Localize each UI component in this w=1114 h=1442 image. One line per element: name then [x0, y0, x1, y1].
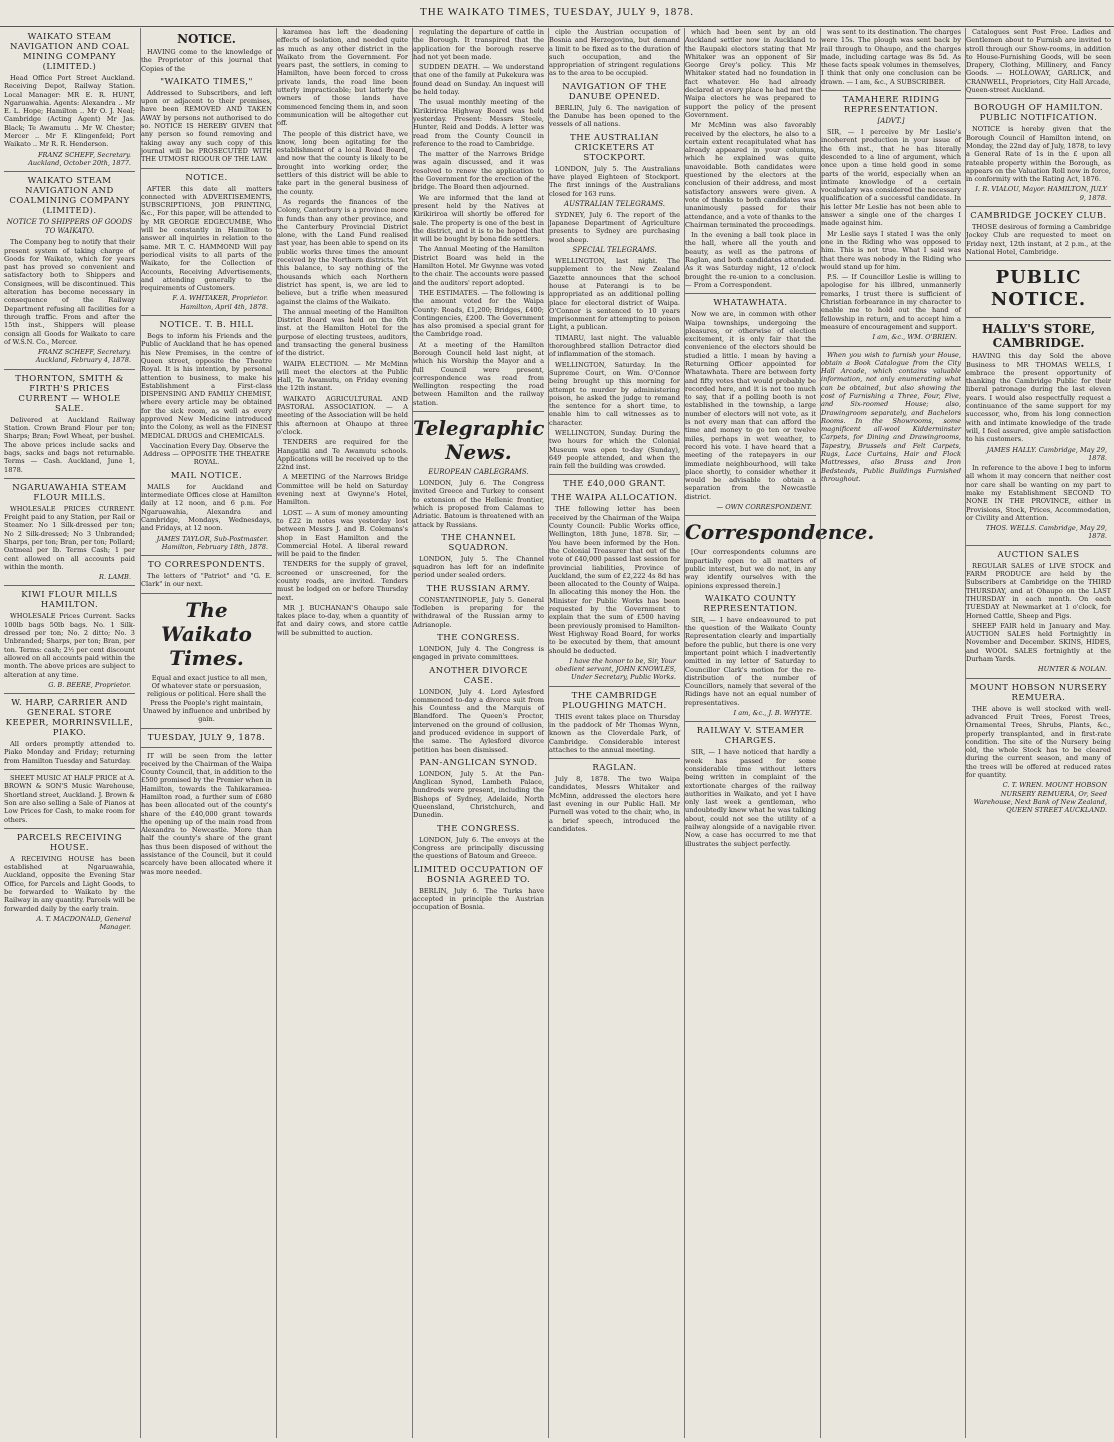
paragraph: THOSE desirous of forming a Cambridge Jockey Club are requested to meet on Friday next, 12th instant, at 2 p.m., at the National Hotel, Cambridge. — [966, 223, 1111, 256]
headline: MOUNT HOBSON NURSERY REMUERA. — [970, 682, 1107, 703]
paragraph: The matter of the Narrows Bridge was again discussed, and it was resolved to renew the application to the Government for the erection of the bridge. The Board then adjourned. — [413, 150, 544, 192]
columns — [4, 28, 1110, 1438]
divider — [141, 728, 272, 729]
divider — [966, 260, 1111, 261]
subheadline: EUROPEAN CABLEGRAMS. — [428, 468, 529, 477]
paragraph: Now we are, in common with other Waipa townships, undergoing the pleasures, or otherwise of election excitement, it is only fair that the convenience of the electors should be studied a little. I mean by having a Returning Officer appointed for Whatawhata. There are between forty and fifty votes that would probably be recorded here, and it is not too much to say, that if a polling booth is not established in the township, a large number of electors will not vote, as it is not every man that can afford the time and money to go ten or twelve miles, perhaps in wet weather, to record his vote. I have heard that a meeting of the ratepayers in our immediate neighbourhood, will take place shortly, to consider whether it would be advisable to obtain a separation from the Newcastle district. — [685, 310, 816, 501]
headline: CAMBRIDGE JOCKEY CLUB. — [970, 211, 1107, 222]
headline: ANOTHER DIVORCE CASE. — [429, 665, 528, 686]
headline: WHATAWHATA. — [713, 298, 788, 309]
paragraph: karamea has left the deadening effects of isolation, and needed quite as much as any other district in the Waikato from the Government. For years past, the settlers, in coming to Hamilton, have been forced to cross private lands, the road line been utterly impracticable; but latterly the owners of those lands have commenced fencing them in, and soon communication will be altogether cut off. — [277, 28, 408, 128]
divider — [549, 474, 680, 475]
paragraph: LOST. — A sum of money amounting to £22 in notes was yesterday lost between Messrs J. and B. Colemans's shop in East Hamilton and the Commercial Hotel. A liberal reward will be paid to the finder. — [277, 508, 408, 559]
divider — [821, 346, 961, 347]
signature: — OWN CORRESPONDENT. — [716, 503, 812, 512]
headline: PAN-ANGLICAN SYNOD. — [419, 757, 538, 768]
divider — [141, 593, 272, 594]
paragraph: ciple the Austrian occupation of Bosnia and Herzegovina, but demand a limit to be fixed as to the duration of such occupation, and the appropriation of stringent regulations as to the area to be occupied. — [549, 28, 680, 78]
signature: A. T. MACDONALD, General Manager. — [36, 914, 131, 932]
signature: FRANZ SCHEFF, Secretary. Auckland, October 20th, 1877. — [28, 150, 131, 167]
paragraph: BERLIN, July 6. The Turks have accepted in principle the Austrian occupation of Bosnia. — [413, 886, 544, 912]
paragraph: SYDNEY, July 6. The report of the Japanese Department of Agriculture presents to Sydney are purchasing wool sheep. — [549, 210, 680, 244]
paragraph: LONDON, July 4. The Congress is engaged in private committees. — [413, 644, 544, 662]
divider — [141, 555, 272, 556]
headline: THE AUSTRALIAN CRICKETERS AT STOCKPORT. — [570, 132, 659, 163]
divider — [4, 693, 135, 694]
section-title: Correspondence. — [685, 520, 875, 545]
headline: BOROUGH OF HAMILTON. PUBLIC NOTIFICATION. — [973, 103, 1104, 124]
signature: C. T. WREN. MOUNT HOBSON NURSERY REMUERA, Or, Seed Warehouse, Next Bank of New Zealand, QUEEN STREET AUCKLAND. — [973, 781, 1107, 815]
newspaper-title: The Waikato Times. — [161, 597, 252, 670]
paragraph: AFTER this date all matters connected with ADVERTISEMENTS, SUBSCRIPTIONS, JOB PRINTING, &c., For this paper, will be attended to by MR GEORGE EDGECUMBE, Who will be constantly in Hamilton to answer all inquiries in relation to the same. MR T. C. HAMMOND Will pay periodical visits to all parts of the Waikato, for the Collection of Accounts, Receiving Advertisements, and attending generally to the requirements of Customers. — [141, 184, 272, 293]
signature: R. LAMB. — [99, 573, 131, 582]
headline: RAGLAN. — [592, 763, 637, 774]
headline: THE CAMBRIDGE PLOUGHING MATCH. — [562, 690, 667, 711]
paragraph: The annual meeting of the Hamilton District Board was held on the 6th inst. at the Hamilton Hotel for the purpose of electing trustees, auditors, and transacting the general business of the district. — [277, 307, 408, 358]
column-1 — [4, 28, 135, 1438]
signature: THOS. WELLS. Cambridge, May 29, 1878. — [985, 524, 1107, 541]
paragraph: MR J. BUCHANAN'S Ohaupo sale takes place to-day, when a quantity of fat and dairy cows, and store cattle will be submitted to auction. — [277, 603, 408, 637]
headline: WAIKATO STEAM NAVIGATION AND COALMINING COMPANY (LIMITED). — [9, 176, 130, 217]
paragraph: TIMARU, last night. The valuable thoroughbred stallion Detractor died of inflammation of the stomach. — [549, 333, 680, 359]
headline: NGARUAWAHIA STEAM FLOUR MILLS. — [12, 482, 127, 503]
signature: FRANZ SCHEFF, Secretary. Auckland, February 4, 1878. — [35, 348, 131, 365]
signature: I. R. VIALOU, Mayor. HAMILTON, JULY 9, 1878. — [975, 185, 1107, 202]
paragraph: LONDON, July 6. The Congress invited Greece and Turkey to consent to extension of the Hellenic frontier, which is proposed from Calamas to Adriatic. Batoum is threatened with an attack by Russians. — [413, 479, 544, 529]
paragraph: WAIKATO AGRICULTURAL AND PASTORAL ASSOCIATION. — A meeting of the Association will be held this afternoon at Ohaupo at three o'clock. — [277, 394, 408, 436]
signature: JAMES TAYLOR, Sub-Postmaster. Hamilton, February 18th, 1878. — [156, 534, 268, 551]
divider — [4, 478, 135, 479]
column-3 — [276, 28, 408, 1438]
paragraph: HAVING come to the knowledge of the Proprietor of this journal that Copies of the — [141, 48, 272, 73]
paragraph: LONDON, July 5. The Channel squadron has left for an indefinite period under sealed orders. — [413, 554, 544, 580]
paragraph: THE ESTIMATES. — The following is the amount voted for the Waipa County: Roads, £1,200; Bridges, £400; Contingencies, £200. The Government has also promised a special grant for the Cambridge road. — [413, 288, 544, 339]
paragraph: Addressed to Subscribers, and left upon or adjacent to their premises, have been REMOVED AND TAKEN AWAY by persons not authorised to do so. NOTICE IS HEREBY GIVEN that any person so found removing and taking away any such copy of this journal will be PROSECUTED WITH THE UTMOST RIGOUR OF THE LAW. — [141, 88, 272, 164]
section-title: Telegraphic News. — [413, 416, 545, 465]
paragraph: The Company beg to notify that their present system of taking charge of Goods for Waikato, which for years past has proved so convenient and satisfactory both to Shippers and Consignees, will be discontinued. This alteration has become necessary in consequence of the Railway Department refusing all facilities for a through traffic. From and after the 15th inst., Shippers will please consign all Goods for Waikato to care of W.S.N. Co., Mercer. — [4, 238, 135, 346]
divider — [4, 769, 135, 770]
paragraph: WELLINGTON, Saturday. In the Supreme Court, on Wm. O'Connor being brought up this morning for attempt to murder by administering poison, he asked the judge to remand the sentence for a short time, to enable him to call witnesses as to character. — [549, 360, 680, 427]
headline: PARCELS RECEIVING HOUSE. — [16, 832, 123, 853]
divider — [685, 515, 816, 516]
paragraph: THIS event takes place on Thursday in the paddock of Mr Thomas Wynn, known as the Cloverdale Park, of Cambridge. Considerable interest attaches to the annual meeting. — [549, 712, 680, 754]
paragraph: Catalogues sent Post Free. Ladies and Gentlemen about to Furnish are invited to stroll through our Show-rooms, in addition to House-Furnishing Goods, will be seen Drapery, Clothing, Millinery, and Fancy Goods. — HOLLOWAY, GARLICK, and CRANWELL, Proprietors, City Hall Arcade, Queen-street Auckland. — [966, 28, 1111, 95]
page-masthead: THE WAIKATO TIMES, TUESDAY, JULY 9, 1878. — [0, 0, 1114, 27]
headline: W. HARP, CARRIER AND GENERAL STORE KEEPER, MORRINSVILLE, PIAKO. — [5, 698, 134, 739]
paragraph: BERLIN, July 6. The navigation of the Danube has been opened to the vessels of all nations. — [549, 103, 680, 129]
paragraph: SHEET MUSIC AT HALF PRICE at A. BROWN & SON'S Music Warehouse, Shortland street, Auckland. J. Brown & Son are also selling a Sale of Pianos at Low Prices for Cash, to make room for others. — [4, 774, 135, 824]
column-6 — [684, 28, 875, 1438]
paragraph: The people of this district have, we know, long been agitating for the establishment of a local Road Board, and now that the county is likely to be brought into working order, the settlers of this district will be able to take part in the general business of the county. — [277, 129, 408, 196]
headline: NAVIGATION OF THE DANUBE OPENED. — [562, 81, 667, 102]
paragraph: SIR, — I have endeavoured to put the question of the Waikato County Representation clearly and impartially before the public, but there is one very important point which I inadvertently omitted in my letter of Saturday to Councillor Clark's motion for the re-distribution of the number of Councillors, namely that several of the Ridings have not an equal number of representatives. — [685, 615, 816, 707]
divider — [966, 206, 1111, 207]
signature: G. B. BEERE, Proprietor. — [48, 680, 131, 689]
paragraph: The usual monthly meeting of the Kirikiriroa Highway Board was held yesterday. Present: Messrs Steele, Hunter, Reid and Dodds. A letter was read from the County Council in reference to the road to Cambridge. — [413, 98, 544, 148]
divider — [413, 411, 544, 412]
paragraph: WHOLESALE PRICES CURRENT. Freight paid to any Station, per Rail or Steamer. No 1 Silk-dressed per ton; No 2 Silk-dressed; No 3 Unbranded; Sharps, per ton; Bran, per ton; Pollard; Oatmeal per lb. Terms Cash; 1 per cent allowed on all accounts paid within the month. — [4, 504, 136, 571]
divider — [966, 678, 1111, 679]
paragraph: Head Office Port Street Auckland. Receiving Depot, Railway Station. Local Manager: MR E. R. HUNT, Ngaruawahia. Agents: Alexandra .. Mr E. L. Hope; Hamilton .. Mr O. J. Neal; Cambridge (Acting Agent) Mr Jas. Black; Te Awamutu .. Mr W. Chester; Mercer .. Mr F. Klingenfeld; Port Waikato .. Mr R. R. Henderson. — [4, 74, 135, 149]
paragraph: As regards the finances of the Colony, Canterbury is a province more in funds than any other province, and the Canterbury Provincial District alone, with the Land Fund realised last year, has been able to spend on its public works three times the amount received by the Northern districts. Yet this balance, to say nothing of the thousands which each Northern district has spent, is, we are led to believe, but a trifle when measured against the claims of the Waikato. — [277, 197, 408, 306]
divider — [141, 168, 272, 169]
signature: I am, &c., J. B. WHYTE. — [733, 709, 812, 718]
column-7 — [820, 28, 961, 1438]
headline: WAIKATO STEAM NAVIGATION AND COAL MINING COMPANY (LIMITED.) — [9, 32, 130, 72]
paragraph: regulating the departure of cattle in the Borough. It transpired that the application for the borough reserve had not yet been made. — [413, 28, 544, 61]
headline: NOTICE. — [177, 32, 236, 46]
paragraph: WAIPA ELECTION. — Mr McMinn will meet the electors at the Public Hall, Te Awamutu, on Friday evening the 12th instant. — [277, 359, 408, 393]
paragraph: LONDON, July 5. At the Pan-Anglican Synod, Lambeth Palace, hundreds were present, including the Bishops of Sydney, Adelaide, North Queensland, Christchurch, and Dunedin. — [413, 769, 544, 820]
signature: JAMES HALLY. Cambridge, May 29, 1878. — [986, 445, 1107, 462]
paragraph: LONDON, July 4. Lord Aylesford commenced to-day a divorce suit from his Countess and the Marquis of Blandford. The Queen's Proctor, intervened on the ground of collusion, and produced evidence in support of the same. The Aylesford divorce petition has been dismissed. — [413, 687, 544, 754]
column-4 — [412, 28, 544, 1438]
divider — [821, 90, 961, 91]
headline: WAIKATO COUNTY REPRESENTATION. — [703, 593, 798, 614]
headline: TO CORRESPONDENTS. — [147, 560, 266, 571]
advertisement-label: [ADVT.] — [877, 117, 905, 126]
paragraph: TENDERS for the supply of gravel, screened or unscreened, for the county roads, are invited. Tenders must be lodged on or before Thursday next. — [277, 560, 408, 602]
paragraph: A RECEIVING HOUSE has been established at Ngaruawahia, Auckland, opposite the Evening Star Office, for Parcels and Light Goods, to be forwarded to Waikato by the Railway in any quantity. Parcels will be forwarded daily by the early train. — [4, 854, 135, 913]
divider — [549, 686, 680, 687]
issue-date: TUESDAY, JULY 9, 1878. — [147, 732, 266, 743]
headline: THORNTON, SMITH & FIRTH'S PRICES CURRENT — WHOLE SALE. — [15, 373, 124, 414]
headline: "WAIKATO TIMES," — [160, 76, 253, 87]
headline: MAIL NOTICE. — [170, 470, 243, 481]
paragraph: The letters of "Patriot" and "G. E. Clark" in our next. — [141, 572, 272, 589]
paragraph: We are informed that the land at present held by the Natives at Kirikiriroa will shortly be offered for sale. The property is one of the best in the district, and it is to be hoped that it will be bought by bona fide settlers. — [413, 193, 544, 244]
divider — [4, 828, 135, 829]
paragraph: P.S. — If Councillor Leslie is willing to apologise for his illbred, unmannerly remarks, I trust there is sufficient of Christian forbearance in my character to enable me to hold out the hand of fellowship in return, and to accept him a measure of encouragement and support. — [821, 273, 961, 331]
headline: TAMAHERE RIDING REPRESENTATION. — [842, 95, 940, 116]
signature: I have the honor to be, Sir, Your obedient servant, JOHN KNOWLES, Under Secretary, Public Works. — [555, 656, 676, 682]
paragraph: Begs to inform his Friends and the Public of Auckland that he has opened his New Premises, in the centre of Queen street, opposite the Theatre Royal. It is his intention, by personal attention to business, to make his Establishment a First-class DISPENSING AND FAMILY CHEMIST, where every article may be obtained for the sick room, as well as every approved New Medicine introduced into the Colony, as well as the FINEST MEDICAL DRUGS and CHEMICALS. — [141, 332, 272, 440]
paragraph: A MEETING of the Narrows Bridge Committee will be held on Saturday evening next at Gwynne's Hotel, Hamilton. — [277, 473, 408, 507]
divider — [4, 171, 135, 172]
divider — [141, 747, 272, 748]
paragraph: At a meeting of the Hamilton Borough Council held last night, at which his Worship the Mayor and a full Council were present, correspondence was read from Wellington respecting the road between Hamilton and the railway station. — [413, 340, 544, 407]
paragraph: WELLINGTON, Sunday. During the two hours for which the Colonial Museum was open to-day (Sunday), 649 people attended, and when the rain fell the building was crowded. — [549, 428, 680, 471]
headline: THE WAIPA ALLOCATION. — [551, 493, 678, 504]
column-5 — [548, 28, 680, 1438]
editorial-note: [Our correspondents columns are impartially open to all matters of public interest, but we do not, in any way identify ourselves with the opinions expressed therein.] — [685, 548, 816, 590]
divider — [966, 98, 1111, 99]
headline: THE £40,000 GRANT. — [563, 479, 666, 490]
subheadline: AUSTRALIAN TELEGRAMS. — [564, 199, 665, 208]
paragraph: When you wish to furnish your House, obtain a Book Catalogue from the City Hall Arcade, which contains valuable information, not only enumerating what can be obtained, but also showing the cost of Furnishing a Three, Four, Five, and Six-roomed House; also, Drawingroom separately, and Bachelors Rooms. In the Showrooms, some magnificent all-wool Kidderminster Carpets, for Dining and Drawingrooms, Tapestry, Brussels and Felt Carpets, Rugs, Lace Curtains, Hair and Flock Mattresses, also Brass and Iron Bedsteads, Public Buildings Furnished throughout. — [821, 350, 961, 483]
signature: HUNTER & NOLAN. — [1037, 665, 1107, 674]
paragraph: Vaccination Every Day. Observe the Address — OPPOSITE THE THEATRE ROYAL. — [143, 441, 270, 467]
motto: Equal and exact justice to all men, Of whatever state or persuasion, religious or political. Here shall the Press the People's right maintain, Unawed by influence and unbribed by gain. — [142, 673, 271, 724]
headline: THE CHANNEL SQUADRON. — [441, 532, 516, 553]
paragraph: NOTICE is hereby given that the Borough Council of Hamilton intend, on Monday, the 22nd day of July, 1878, to levy a General Rate of 1s in the £ upon all rateable property within the Borough, as appears on the Valuation Roll now in force, in conformity with the Rating Act, 1876. — [966, 125, 1111, 184]
headline: NOTICE. T. B. HILL — [159, 320, 254, 331]
paragraph: THE following letter has been received by the Chairman of the Waipa County Council: Public Works office, Wellington, 18th June, 1878. Sir, — You have been informed by the Hon. the Colonial Treasurer that out of the vote of £40,000 passed last session for provincial liabilities, Province of Auckland, the sum of £2,222 4s 8d has been allocated to the County of Waipa. In allocating this money the Hon. the Minister for Public Works has been requested by the Government to explain that the sum of £500 having been previously promised to Hamilton-West Highway Road Board, for works to be executed by them, that amount should be deducted. — [549, 505, 680, 655]
paragraph: WHOLESALE Prices Current. Sacks 100lb bags 50lb bags. No. 1 Silk-dressed per ton; No. 2 ditto; No. 3 Unbranded; Sharps, per ton; Bran, per ton. Terms: cash; 2½ per cent discount allowed on all accounts paid within the month. The above prices are subject to alteration at any time. — [4, 612, 135, 679]
subheadline: SPECIAL TELEGRAMS. — [572, 246, 657, 255]
paragraph: CONSTANTINOPLE, July 5. General Todleben is preparing for the withdrawal of the Russian army to Adrianople. — [413, 595, 544, 629]
headline: KIWI FLOUR MILLS HAMILTON. — [21, 590, 118, 611]
headline: AUCTION SALES — [997, 549, 1080, 560]
divider — [685, 721, 816, 722]
paragraph: which had been sent by an old Auckland settler now in Auckland to the Raupaki electors stating that Mr Whitaker was an opponent of Sir George Grey's policy. This Mr Whitaker stated had no foundation in fact whatever. He had already declared at every place he had met the Waipa electors he was prepared to support the policy of the present Government. — [685, 28, 816, 119]
headline: THE RUSSIAN ARMY. — [426, 583, 531, 594]
divider — [141, 315, 272, 316]
divider — [685, 293, 816, 294]
divider — [549, 758, 680, 759]
headline: THE CONGRESS. — [437, 632, 520, 643]
divider — [966, 317, 1111, 318]
headline: LIMITED OCCUPATION OF BOSNIA AGREED TO. — [413, 864, 544, 885]
paragraph: REGULAR SALES of LIVE STOCK and FARM PRODUCE are held by the Subscribers at Cambridge on the THIRD THURSDAY, and at Ohaupo on the LAST THURSDAY in each month. On each TUESDAY at Newmarket at 1 o'clock, for Horned Cattle, Sheep and Pigs. — [966, 561, 1111, 620]
divider — [4, 369, 135, 370]
paragraph: IT will be seen from the letter received by the Chairman of the Waipa County Council, that, in addition to the £500 promised by the Premier when in Hamilton, towards the Tahikaramea-Hamilton road, a further sum of £680 has been allocated out of the county's share of the £40,000 grant towards the opening up of the main road from Alexandra to Newcastle. More than half the county's share of the grant has thus been disposed of without the assistance of the Council, but it could scarcely have been allocated where it was more needed. — [141, 751, 272, 876]
paragraph: HAVING this day Sold the above Business to MR THOMAS WELLS, I embrace the present opportunity of thanking the Cambridge Public for their liberal patronage during the last eleven years. I would also respectfully request a continuance of the same support for my successor, who, from his long connection with and intimate knowledge of the trade will, I feel assured, give ample satisfaction to his customers. — [966, 352, 1111, 444]
headline: THE CONGRESS. — [437, 823, 520, 834]
paragraph: was sent to its destination. The charges were 15s. The plough was sent back by rail through to Ohaupo, and the charges made, including cartage was 8s 5d. As these facts speak volumes in themselves, I think that only one conclusion can be drawn. — I am, &c., A SUBSCRIBER. — [821, 28, 961, 86]
signature: F. A. WHITAKER, Proprietor. Hamilton, April 4th, 1878. — [172, 294, 268, 311]
paragraph: LONDON, July 6. The envoys at the Congress are principally discussing the questions of Batoum and Greece. — [413, 835, 544, 861]
paragraph: SIR, — I have noticed that hardly a week has passed for some considerable time without letters being written in complaint of the extortionate charges of the railway authorities in Waikato, and yet I have only last week a gentleman, who undoubtedly knew what he was talking about, could not see the utility of a railway alongside of a navigable river. Now, a case has occurred to me that illustrates the subject perfectly. — [685, 748, 816, 848]
paragraph: SUDDEN DEATH. — We understand that one of the family at Pukekura was found dead on Sunday. An inquest will be held today. — [413, 63, 544, 97]
paragraph: All orders promptly attended to. Piako Monday and Friday; returning from Hamilton Tuesday and Saturday. — [4, 740, 135, 765]
paragraph: SIR, — I perceive by Mr Leslie's incoherent production in your issue of the 6th inst., that he has literally descended to a line of argument, which once upon a time held good in some parts of the world, especially when an intimate knowledge of a certain vocabulary was considered the necessary qualification of a successful candidate. In his letter Mr Leslie has not been able to answer a single one of the charges I made against him. — [821, 128, 961, 228]
headline: NOTICE. — [185, 172, 228, 183]
paragraph: In reference to the above I beg to inform all whom it may concern that neither cost nor care shall be wanting on my part to make my Establishment SECOND TO NONE IN THE PROVINCE, either in Provisions, Stock, Prices, Accommodation, or Civility and Attention. — [966, 464, 1111, 522]
subheadline: NOTICE TO SHIPPERS OF GOODS TO WAIKATO. — [6, 218, 133, 236]
paragraph: MAILS for Auckland and intermediate Offices close at Hamilton daily at 12 noon, and 6 p.m. For Ngaruawahia, Alexandra and Cambridge, Mondays, Wednesdays, and Fridays, at 12 noon. — [141, 482, 272, 533]
paragraph: In the evening a ball took place in the hall, where all the youth and beauty, as well as the patrons of Raglan, and both candidates attended. As it was Saturday night, 12 o'clock brought the re-union to a conclusion. — From a Correspondent. — [685, 231, 816, 289]
paragraph: July 8, 1878. The two Waipa candidates, Messrs Whitaker and McMinn, addressed the electors here last evening in our Public Hall. Mr Purnell was voted to the chair, who, in a brief speech, introduced the candidates. — [549, 775, 680, 833]
paragraph: WELLINGTON, last night. The supplement to the New Zealand Gazette announces that the school house at Paterangi is to be appropriated as an additional polling place for electoral district of Waipa. O'Connor is sentenced to 10 years imprisonment for attempting to poison Light, a publican. — [549, 257, 680, 332]
headline: HALLY'S STORE, CAMBRIDGE. — [981, 322, 1096, 351]
paragraph: The Annual Meeting of the Hamilton District Board was held in the Hamilton Hotel. Mr Gwynne was voted to the chair. The accounts were passed and the auditors' report adopted. — [413, 245, 544, 287]
paragraph: TENDERS are required for the Hangatiki and Te Awamutu schools. Applications will be received up to the 22nd inst. — [277, 438, 408, 472]
paragraph: Mr McMinn was also favorably received by the electors, he also to a certain extent recapitulated what has already appeared in your columns, which he explained was quite unavoidable. Both candidates were questioned by the electors at the conclusion of their address, and most satisfactory answers were given. A vote of thanks to both candidates was unanimously passed for their attendance, and a vote of thanks to the Chairman terminated the proceedings. — [685, 121, 816, 229]
column-8 — [965, 28, 1111, 1438]
divider — [4, 585, 135, 586]
signature: I am, &c., WM. O'BRIEN. — [872, 333, 957, 342]
paragraph: SHEEP FAIR held in January and May. AUCTION SALES held Fortnightly in November and December. SKINS, HIDES, and WOOL SALES fortnightly at the Durham Yards. — [966, 621, 1111, 664]
paragraph: Mr Leslie says I stated I was the only one in the Riding who was opposed to him. This is not true. What I said was that there was nobody in the Riding who would stand up for him. — [821, 229, 961, 271]
headline: RAILWAY V. STEAMER CHARGES. — [696, 726, 805, 747]
public-notice-title: PUBLIC NOTICE. — [990, 267, 1087, 311]
paragraph: THE above is well stocked with well-advanced Fruit Trees, Forest Trees, Ornamental Trees, Shrubs, Plants, &c., properly transplanted, and in first-rate condition. The site of the Nursery being old, the whole Stock has to be cleared during the current season, and many of the trees will be offered at reduced rates for quantity. — [966, 704, 1111, 779]
paragraph: LONDON, July 5. The Australians have played Eighteen of Stockport. The first innings of the Australians closed for 163 runs. — [549, 164, 680, 198]
column-2 — [140, 28, 272, 1438]
divider — [966, 545, 1111, 546]
paragraph: Delivered at Auckland Railway Station. Crown Brand Flour per ton; Sharps; Bran; Fowl Wheat, per bushel. The above prices include sacks and bags, sacks and bags not returnable. Terms — Cash. Auckland, June 1, 1878. — [4, 415, 135, 474]
